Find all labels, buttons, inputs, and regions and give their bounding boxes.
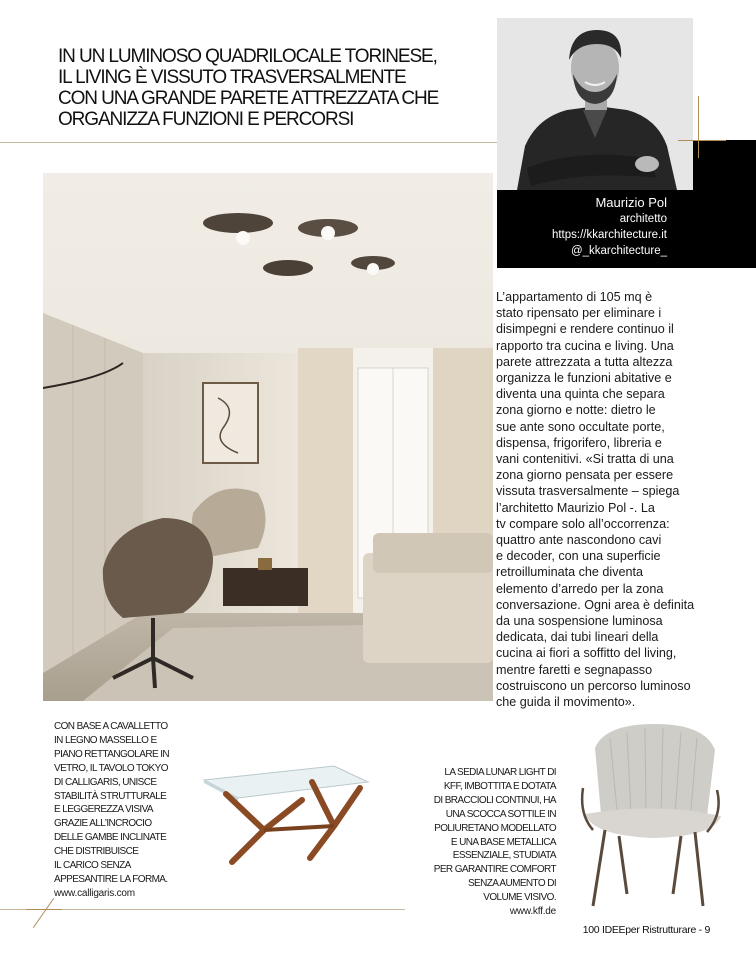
- body-line: l’architetto Maurizio Pol -. La: [496, 500, 655, 515]
- caption-line: IL CARICO SENZA: [54, 860, 131, 872]
- caption-line: GRAZIE ALL’INCROCIO: [54, 818, 152, 830]
- caption-line: VOLUME VISIVO.: [483, 892, 556, 904]
- architect-portrait: [497, 18, 693, 190]
- body-line: e decoder, con una superficie: [496, 549, 661, 564]
- headline-line: IL LIVING È VISSUTO TRASVERSALMENTE: [58, 67, 406, 88]
- decorative-cross-line: [33, 898, 54, 928]
- article-body: [496, 289, 706, 710]
- body-line: zona giorno pensata per essere: [496, 468, 674, 483]
- body-line: mentre faretti e segnapasso: [496, 662, 653, 677]
- architect-role: architetto: [619, 213, 667, 225]
- body-line: organizza le funzioni abitative e: [496, 371, 672, 386]
- caption-line: DI BRACCIOLI CONTINUI, HA: [433, 794, 556, 806]
- body-line: dispensa, frigorifero, libreria e: [496, 435, 662, 450]
- kff-link[interactable]: www.kff.de: [509, 906, 556, 918]
- body-line: costruiscono un percorso luminoso: [496, 678, 691, 693]
- architect-social[interactable]: @_kkarchitecture_: [570, 245, 667, 257]
- caption-line: VETRO, IL TAVOLO TOKYO: [54, 762, 168, 774]
- caption-line: E LEGGEREZZA VISIVA: [54, 804, 154, 816]
- body-line: cucina ai fiori a soffitto del living,: [496, 646, 677, 661]
- caption-line: APPESANTIRE LA FORMA.: [54, 873, 168, 885]
- caption-line: PIANO RETTANGOLARE IN: [54, 748, 170, 760]
- architect-website[interactable]: https://kkarchitecture.it: [551, 229, 667, 241]
- caption-line: DI CALLIGARIS, UNISCE: [54, 776, 157, 788]
- decorative-cross-line: [698, 96, 699, 158]
- caption-line: SENZA AUMENTO DI: [467, 878, 556, 890]
- body-line: sue ante sono occultate porte,: [496, 419, 665, 434]
- body-line: vissuta trasversalmente – spiega: [496, 484, 680, 499]
- caption-line: E UNA BASE METALLICA: [450, 836, 556, 848]
- calligaris-link[interactable]: www.calligaris.com: [54, 887, 135, 899]
- body-line: stato ripensato per eliminare i: [496, 306, 662, 321]
- body-line: quattro ante nascondono cavi: [496, 533, 662, 548]
- body-line: disimpegni e rendere continuo il: [496, 322, 674, 337]
- caption-line: STABILITÀ STRUTTURALE: [54, 790, 167, 802]
- body-line: zona giorno e notte: dietro le: [496, 403, 656, 418]
- living-room-photo: [43, 173, 493, 701]
- caption-line: DELLE GAMBE INCLINATE: [54, 832, 167, 844]
- headline-line: CON UNA GRANDE PARETE ATTREZZATA CHE: [58, 88, 439, 109]
- top-divider: [0, 142, 497, 143]
- tokyo-table-photo: [184, 752, 374, 872]
- body-line: dedicata, dai tubi lineari della: [496, 630, 659, 645]
- body-line: diventa una quinta che separa: [496, 387, 665, 402]
- caption-line: IN LEGNO MASSELLO E: [54, 734, 157, 746]
- body-line: retroilluminata che diventa: [496, 565, 644, 580]
- body-line: che guida il movimento».: [496, 695, 636, 710]
- chair-caption: [410, 766, 556, 919]
- caption-line: PER GARANTIRE COMFORT: [433, 864, 556, 876]
- body-line: vani contenitivi. «Si tratta di una: [496, 452, 674, 467]
- headline-line: ORGANIZZA FUNZIONI E PERCORSI: [58, 109, 354, 130]
- caption-line: ESSENZIALE, STUDIATA: [452, 850, 556, 862]
- caption-line: LA SEDIA LUNAR LIGHT DI: [444, 767, 556, 778]
- caption-line: CON BASE A CAVALLETTO: [54, 721, 168, 732]
- architect-name: Maurizio Pol: [595, 195, 667, 210]
- body-line: rapporto tra cucina e living. Una: [496, 338, 674, 353]
- caption-line: CHE DISTRIBUISCE: [54, 846, 139, 858]
- body-line: L’appartamento di 105 mq è: [496, 290, 653, 304]
- table-caption: [54, 720, 186, 901]
- body-line: parete attrezzata a tutta altezza: [496, 354, 673, 369]
- body-line: conversazione. Ogni area è definita: [496, 597, 695, 612]
- body-line: elemento d’arredo per la zona: [496, 581, 664, 596]
- caption-line: UNA SCOCCA SOTTILE IN: [445, 808, 556, 820]
- body-line: da una sospensione luminosa: [496, 614, 663, 629]
- lunar-chair-photo: [575, 718, 725, 910]
- caption-line: POLIURETANO MODELLATO: [434, 822, 556, 834]
- decorative-cross-line: [678, 140, 726, 141]
- page-footer: 100 IDEEper Ristrutturare - 9: [582, 924, 710, 936]
- headline-line: IN UN LUMINOSO QUADRILOCALE TORINESE,: [58, 46, 437, 67]
- architect-credit: [497, 195, 667, 259]
- caption-line: KFF, IMBOTTITA E DOTATA: [443, 780, 556, 792]
- body-line: tv compare solo all’occorrenza:: [496, 516, 670, 531]
- headline: [58, 46, 488, 130]
